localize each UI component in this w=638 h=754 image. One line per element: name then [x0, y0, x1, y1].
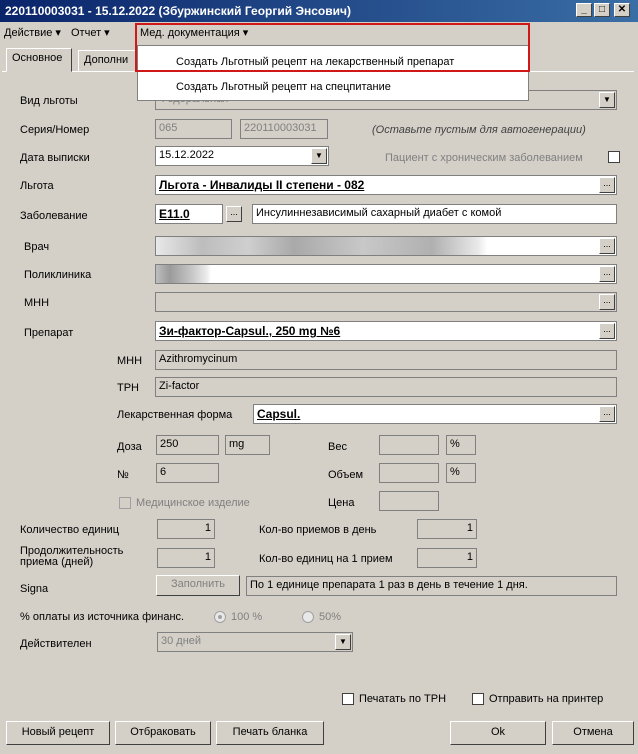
doctor-field[interactable] — [155, 236, 617, 256]
series-hint: (Оставьте пустым для автогенерации) — [372, 124, 586, 136]
benefit-type-label: Вид льготы — [20, 95, 78, 107]
benefit-label: Льгота — [20, 180, 54, 192]
doctor-browse-button[interactable]: ... — [599, 238, 615, 254]
print-trn-checkbox[interactable] — [342, 693, 354, 705]
dose-unit-field[interactable]: mg — [225, 435, 270, 455]
maximize-button[interactable]: □ — [594, 3, 610, 17]
benefit-field[interactable]: Льгота - Инвалиды II степени - 082 — [155, 175, 617, 195]
menu-create-nutrition-prescription[interactable]: Создать Льготный рецепт на спецпитание — [176, 81, 391, 93]
chevron-down-icon[interactable]: ▼ — [599, 92, 615, 108]
benefit-browse-button[interactable]: ... — [599, 177, 615, 193]
clinic-field[interactable] — [155, 264, 617, 284]
dosage-form-field[interactable]: Capsul. — [253, 404, 617, 424]
cancel-button[interactable]: Отмена — [552, 721, 634, 745]
send-printer-label: Отправить на принтер — [489, 693, 604, 705]
dose-label: Доза — [117, 441, 142, 453]
count-label: № — [117, 469, 129, 481]
duration-field[interactable]: 1 — [157, 548, 215, 568]
reject-button[interactable]: Отбраковать — [115, 721, 211, 745]
clinic-label: Поликлиника — [24, 269, 92, 281]
drug-browse-button[interactable]: ... — [599, 323, 615, 339]
print-trn-label: Печатать по ТРН — [359, 693, 447, 705]
pay-100-radio[interactable] — [214, 611, 226, 623]
close-button[interactable]: ✕ — [614, 3, 630, 17]
price-field[interactable] — [379, 491, 439, 511]
menu-action[interactable]: Действие ▾ — [4, 27, 61, 39]
payment-label: % оплаты из источника финанс. — [20, 611, 185, 623]
sub-mnn-field: Azithromycinum — [155, 350, 617, 370]
calendar-dropdown-icon[interactable]: ▼ — [311, 148, 327, 164]
qty-field[interactable]: 1 — [157, 519, 215, 539]
print-form-button[interactable]: Печать бланка — [216, 721, 324, 745]
disease-browse-button[interactable]: ... — [226, 206, 242, 222]
trn-field: Zi-factor — [155, 377, 617, 397]
valid-label: Действителен — [20, 638, 92, 650]
doctor-label: Врач — [24, 241, 50, 253]
valid-chevron-down-icon[interactable]: ▼ — [335, 634, 351, 650]
send-printer-checkbox[interactable] — [472, 693, 484, 705]
chronic-label: Пациент с хроническим заболеванием — [385, 152, 583, 164]
issue-date-label: Дата выписки — [20, 152, 90, 164]
mnn-browse-button[interactable]: ... — [599, 294, 615, 310]
ok-button[interactable]: Ok — [450, 721, 546, 745]
menu-report[interactable]: Отчет ▾ — [71, 27, 110, 39]
weight-field[interactable] — [379, 435, 439, 455]
sub-mnn-label: МНН — [117, 355, 143, 367]
dosage-form-label: Лекарственная форма — [117, 409, 233, 421]
weight-label: Вес — [328, 441, 347, 453]
tab-extra[interactable]: Дополни — [78, 50, 138, 72]
price-label: Цена — [328, 497, 355, 509]
drug-field[interactable]: Зи-фактор-Capsul., 250 mg №6 — [155, 321, 617, 341]
pay-50-radio[interactable] — [302, 611, 314, 623]
disease-label: Заболевание — [20, 210, 88, 222]
valid-select[interactable]: 30 дней — [157, 632, 353, 652]
dosage-form-browse-button[interactable]: ... — [599, 406, 615, 422]
new-prescription-button[interactable]: Новый рецепт — [6, 721, 110, 745]
dose-field[interactable]: 250 — [156, 435, 219, 455]
mnn-label: МНН — [24, 297, 50, 309]
volume-label: Объем — [328, 469, 364, 481]
series-number-label: Серия/Номер — [20, 124, 90, 136]
med-device-label: Медицинское изделие — [136, 497, 250, 509]
clinic-browse-button[interactable]: ... — [599, 266, 615, 282]
volume-unit-field: % — [446, 463, 476, 483]
minimize-button[interactable]: _ — [576, 3, 592, 17]
signa-label: Signa — [20, 583, 49, 595]
units-per-intake-field[interactable]: 1 — [417, 548, 477, 568]
number-input[interactable]: 220110003031 — [240, 119, 328, 139]
issue-date-field[interactable]: 15.12.2022 — [155, 146, 329, 166]
volume-field[interactable] — [379, 463, 439, 483]
window-title: 220110003031 - 15.12.2022 (Збуржинский Георгий Энсович) — [0, 0, 638, 22]
duration-label: Продолжительность приема (дней) — [20, 545, 124, 568]
chronic-checkbox[interactable] — [608, 151, 620, 163]
trn-label: ТРН — [117, 382, 139, 394]
fill-signa-button[interactable]: Заполнить — [156, 575, 240, 596]
intakes-label: Кол-во приемов в день — [259, 524, 377, 536]
pay-100-label: 100 % — [231, 611, 263, 623]
qty-label: Количество единиц — [20, 524, 120, 536]
menu-create-drug-prescription[interactable]: Создать Льготный рецепт на лекарственный препарат — [176, 56, 455, 68]
signa-field[interactable]: По 1 единице препарата 1 раз в день в течение 1 дня. — [246, 576, 617, 596]
series-input[interactable]: 065 — [155, 119, 232, 139]
disease-name-field: Инсулиннезависимый сахарный диабет с комой — [252, 204, 617, 224]
mnn-field[interactable] — [155, 292, 617, 312]
disease-code-field[interactable]: E11.0 — [155, 204, 223, 224]
pay-50-label: 50% — [319, 611, 342, 623]
menu-med-documentation[interactable]: Мед. документация ▾ — [140, 27, 249, 39]
highlight-box — [135, 23, 530, 72]
units-per-intake-label: Кол-во единиц на 1 прием — [259, 553, 393, 565]
intakes-field[interactable]: 1 — [417, 519, 477, 539]
tab-main[interactable]: Основное — [6, 48, 72, 72]
drug-label: Препарат — [24, 327, 74, 339]
med-device-checkbox[interactable] — [119, 497, 131, 509]
weight-unit-field: % — [446, 435, 476, 455]
count-field[interactable]: 6 — [156, 463, 219, 483]
